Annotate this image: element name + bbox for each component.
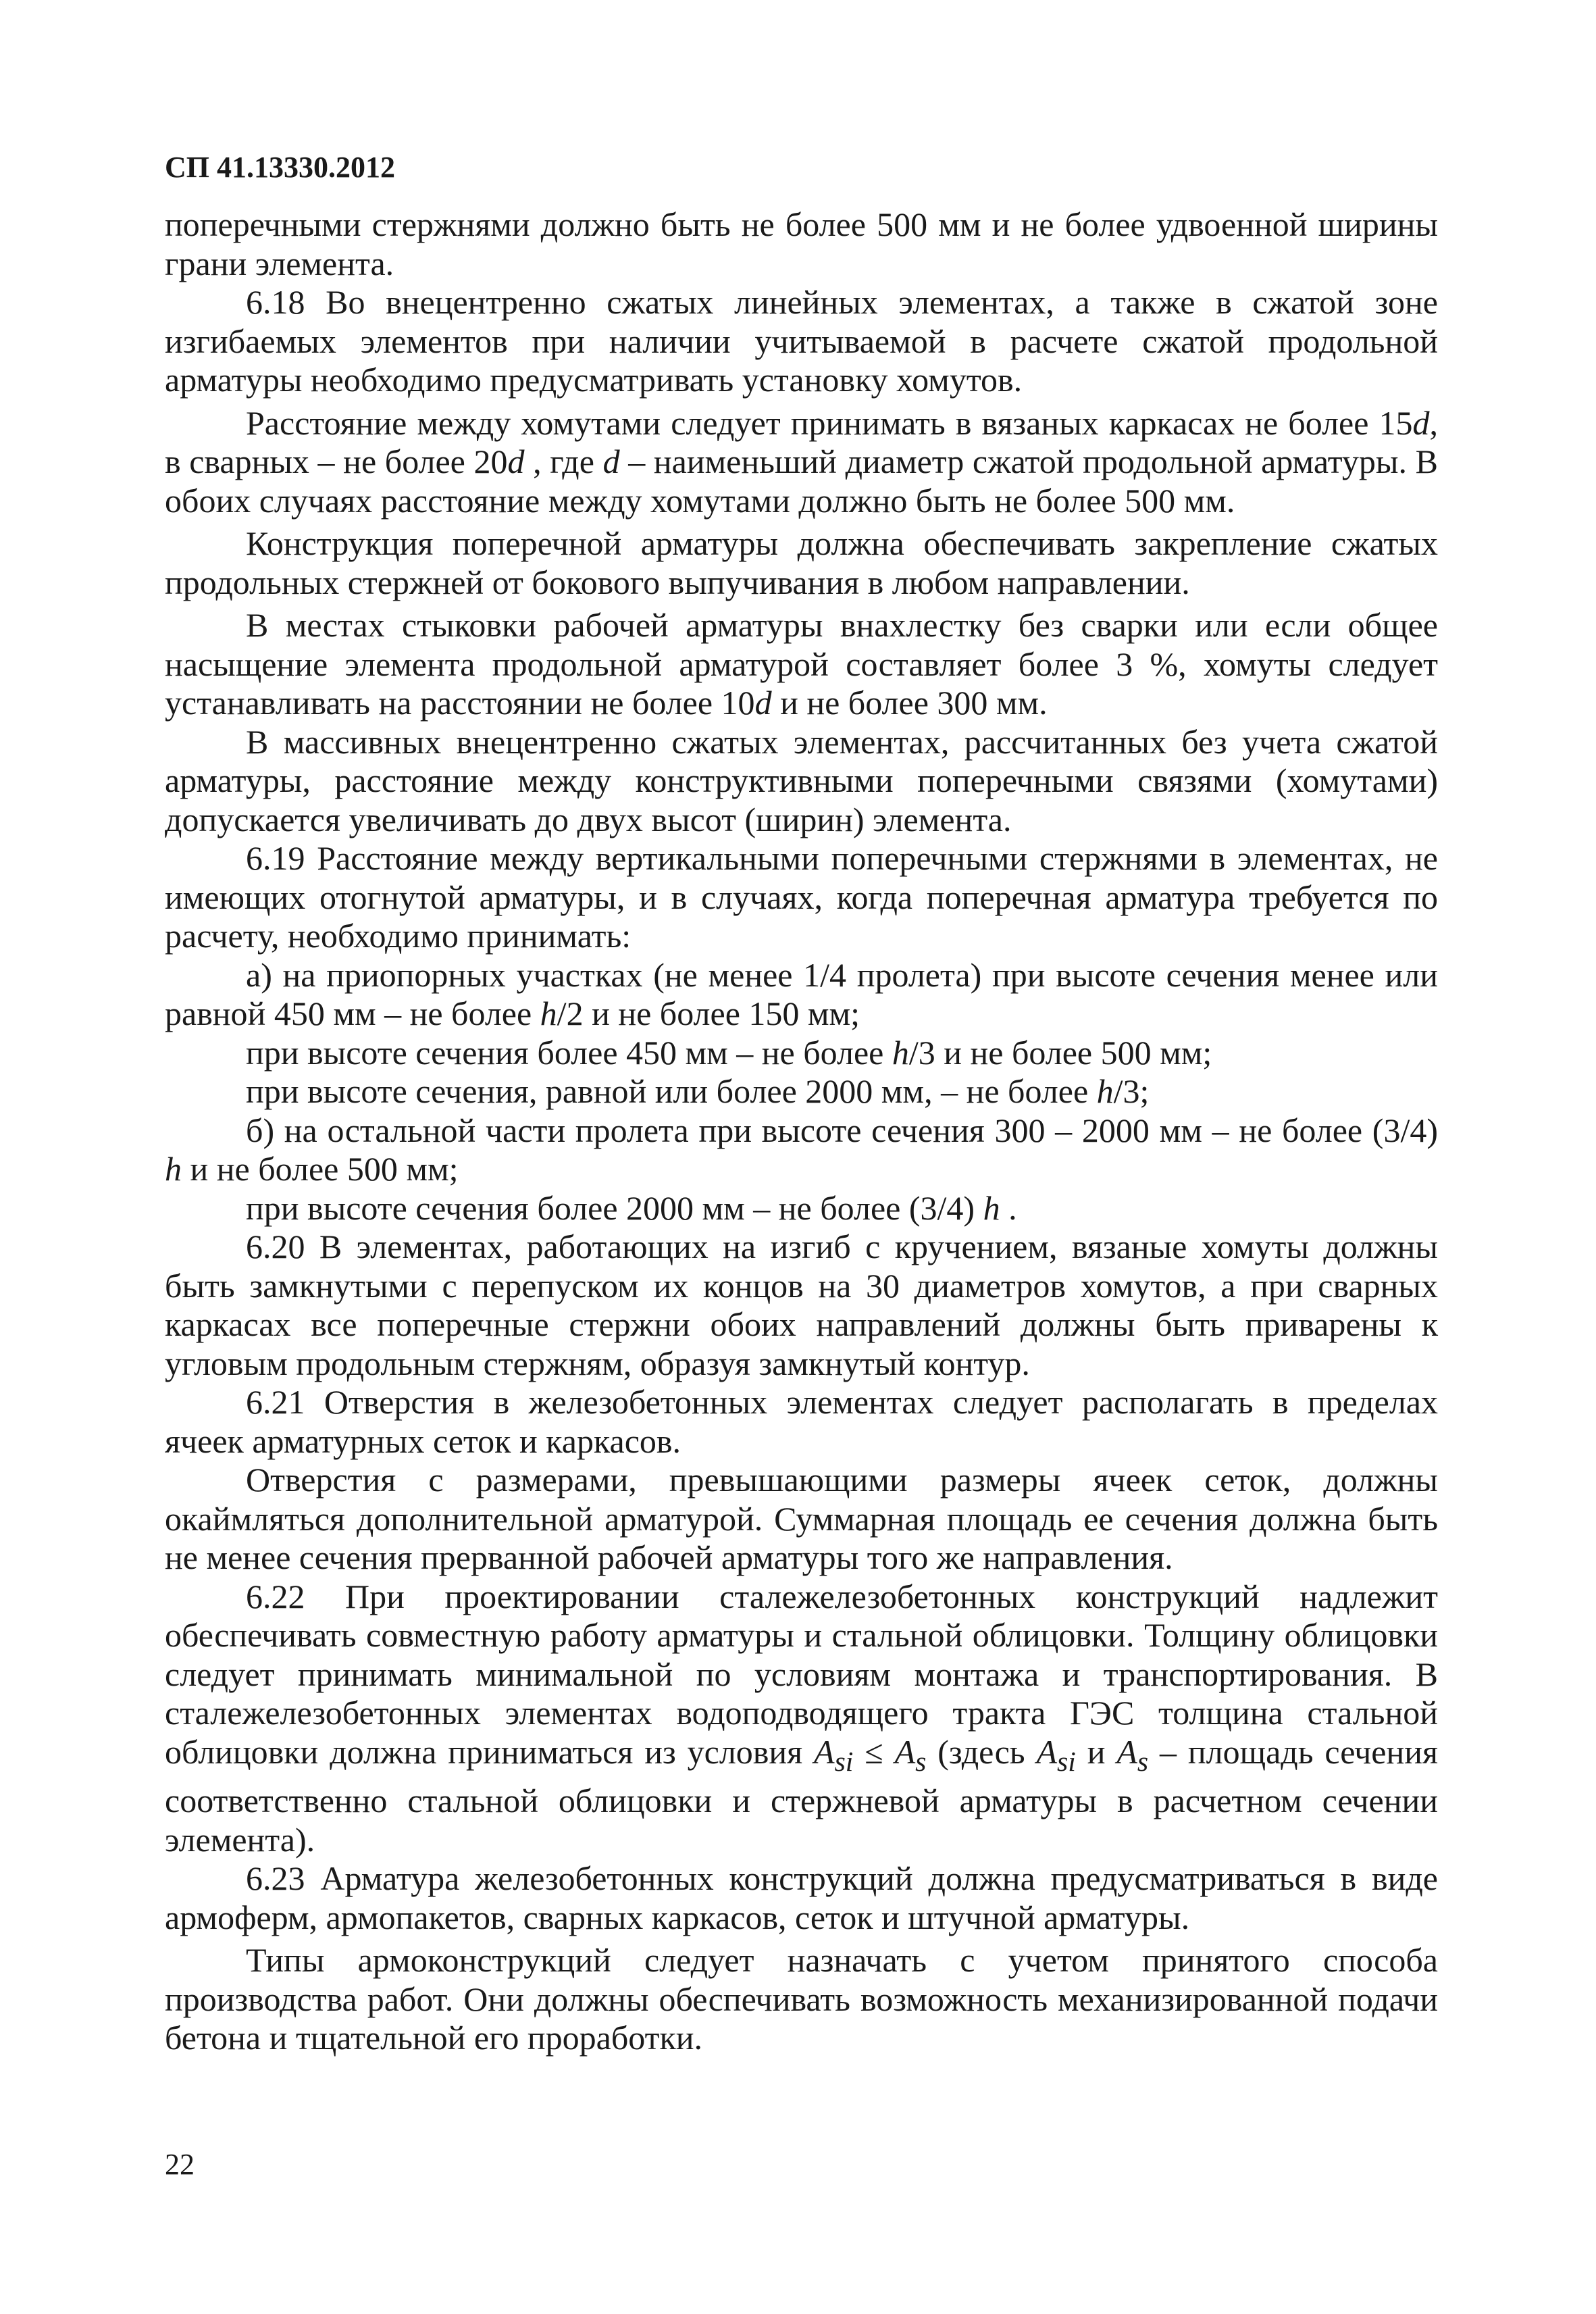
text-run: и — [1075, 1732, 1117, 1771]
italic-symbol-d: d — [754, 684, 772, 722]
paragraph-transverse-reinforcement: Конструкция поперечной арматуры должна обеспечивать закрепление сжатых продольных стержней от бокового выпучивания в любом направлении. — [165, 524, 1438, 601]
italic-symbol-h: h — [983, 1188, 1000, 1227]
symbol-a: A — [1116, 1732, 1137, 1771]
italic-symbol-d: d — [1412, 403, 1430, 442]
paragraph-6-20: 6.20 В элементах, работающих на изгиб с кручением, вязаные хомуты должны быть замкнутыми с перепуском их концов на 30 диаметров хомутов, а при сварных каркасах все поперечные стержни обоих направлений должны быть приварены к угловым продольным стержням, образуя замкнутый контур. — [165, 1228, 1438, 1382]
paragraph-stirrup-spacing — [165, 404, 1438, 521]
subscript-s: s — [1137, 1746, 1149, 1778]
text-run: /3 и не более 500 мм; — [908, 1033, 1212, 1072]
italic-symbol-d: d — [507, 443, 525, 480]
paragraph-6-23: 6.23 Арматура железобетонных конструкций должна предусматриваться в виде армоферм, армопакетов, сварных каркасов, сеток и штучной арматуры. — [165, 1859, 1438, 1936]
text-run: (здесь — [926, 1732, 1037, 1771]
italic-symbol-h: h — [165, 1150, 182, 1188]
document-code-header: СП 41.13330.2012 — [165, 151, 395, 184]
text-run: Расстояние между хомутами следует принимать в вязаных каркасах не более 15 — [246, 403, 1413, 442]
paragraph-6-18: 6.18 Во внецентренно сжатых линейных элементах, а также в сжатой зоне изгибаемых элементов при наличии учитываемой в расчете сжатой продольной арматуры необходимо предусматривать установку хомутов. — [165, 283, 1438, 399]
text-run: б) на остальной части пролета при высоте сечения 300 – 2000 мм – не более (3/4) — [246, 1111, 1438, 1149]
text-run: , в сварных – не более 20 — [165, 403, 1438, 480]
italic-symbol-h: h — [540, 995, 557, 1032]
paragraph-6-21: 6.21 Отверстия в железобетонных элементах следует располагать в пределах ячеек арматурных сеток и каркасов. — [165, 1383, 1438, 1460]
symbol-a: A — [814, 1732, 835, 1771]
list-item-b — [165, 1111, 1438, 1189]
text-run: , где — [524, 443, 603, 480]
list-item-a-3 — [165, 1072, 1438, 1111]
paragraph-6-19: 6.19 Расстояние между вертикальными поперечными стержнями в элементах, не имеющих отогнутой арматуры, и в случаях, когда поперечная арматура требуется по расчету, необходимо принимать: — [165, 839, 1438, 955]
text-run: 6.22 При проектировании сталежелезобетонных конструкций надлежит обеспечивать совместную работу арматуры и стальной облицовки. Толщину облицовки следует принимать минимальной по условиям монтажа и транспортирования. В сталежелезобетонных элементах водоподводящего тракта ГЭС толщина стальной облицовки должна приниматься из условия — [165, 1577, 1438, 1771]
paragraph-openings: Отверстия с размерами, превышающими размеры ячеек сеток, должны окаймляться дополнительной арматурой. Суммарная площадь ее сечения должна быть не менее сечения прерванной рабочей арматуры того же направления. — [165, 1461, 1438, 1576]
text-run: – наименьший диаметр сжатой продольной арматуры. В обоих случаях расстояние между хомутами должно быть не более 500 мм. — [165, 443, 1438, 520]
text-run: /3; — [1113, 1072, 1150, 1110]
page-body — [165, 205, 1438, 2058]
text-run: В местах стыковки рабочей арматуры внахлестку без сварки или если общее насыщение элемента продольной арматурой составляет более 3 %, хомуты следует устанавливать на расстоянии не более 10 — [165, 606, 1438, 722]
text-run: . — [1000, 1188, 1017, 1227]
text-run: и не более 500 мм; — [182, 1150, 459, 1188]
symbol-a: A — [894, 1732, 916, 1771]
text-run: /2 и не более 150 мм; — [557, 995, 860, 1032]
subscript-si: si — [1057, 1746, 1076, 1778]
leq-symbol: ≤ — [853, 1732, 895, 1771]
list-item-b-2 — [165, 1189, 1438, 1228]
paragraph-reinforcement-types: Типы армоконструкций следует назначать с учетом принятого способа производства работ. Они должны обеспечивать возможность механизированной подачи бетона и тщательной его проработки. — [165, 1941, 1438, 2057]
list-item-a-2 — [165, 1034, 1438, 1073]
paragraph-continuation: поперечными стержнями должно быть не более 500 мм и не более удвоенной ширины грани элемента. — [165, 205, 1438, 282]
italic-symbol-h: h — [1096, 1072, 1114, 1110]
text-run: при высоте сечения более 2000 мм – не более (3/4) — [246, 1188, 983, 1227]
page-number: 22 — [165, 2148, 195, 2181]
text-run: – площадь сечения соответственно стальной облицовки и стержневой арматуры в расчетном сечении элемента). — [165, 1732, 1438, 1859]
list-item-a — [165, 956, 1438, 1034]
text-run: а) на приопорных участках (не менее 1/4 пролета) при высоте сечения менее или равной 450 мм – не более — [165, 955, 1438, 1032]
paragraph-lap-splice — [165, 606, 1438, 723]
paragraph-massive-elements: В массивных внецентренно сжатых элементах, рассчитанных без учета сжатой арматуры, расстояние между конструктивными поперечными связями (хомутами) допускается увеличивать до двух высот (ширин) элемента. — [165, 722, 1438, 838]
subscript-s: s — [915, 1746, 927, 1778]
text-run: и не более 300 мм. — [771, 684, 1048, 722]
italic-symbol-h: h — [892, 1033, 909, 1072]
text-run: при высоте сечения, равной или более 2000 мм, – не более — [246, 1072, 1097, 1110]
italic-symbol-d: d — [602, 443, 620, 480]
paragraph-6-22 — [165, 1578, 1438, 1860]
symbol-a: A — [1036, 1732, 1058, 1771]
text-run: при высоте сечения более 450 мм – не более — [246, 1033, 892, 1072]
subscript-si: si — [834, 1746, 854, 1778]
